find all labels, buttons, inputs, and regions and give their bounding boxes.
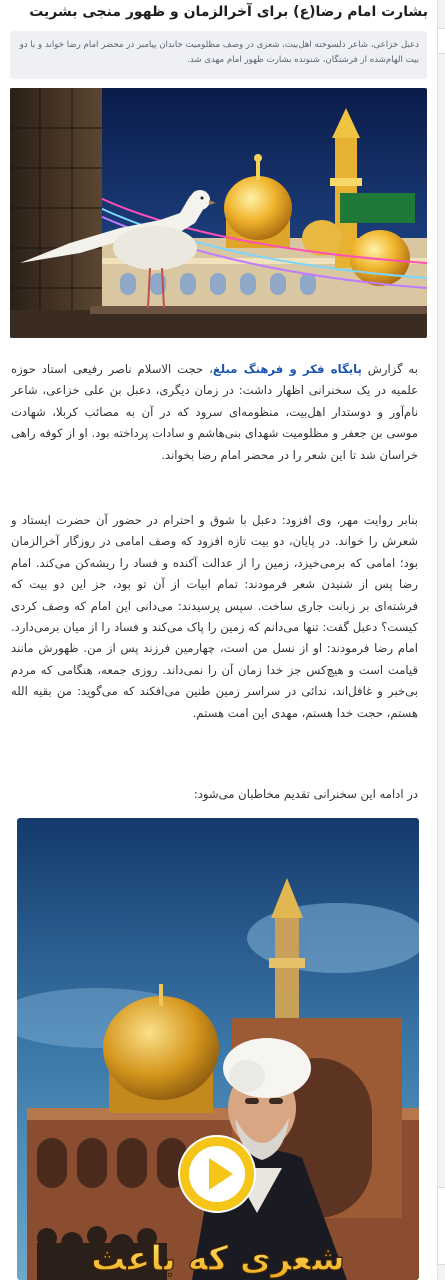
play-button[interactable] [179, 1136, 255, 1212]
paragraph-prefix: به گزارش [361, 362, 418, 376]
article-title: بشارت امام رضا(ع) برای آخرالزمان و ظهور منجی بشریت [29, 4, 428, 20]
article-paragraph: بنابر روایت مهر، وی افزود: دعبل با شوق و احترام در حضور آن حضرت ایستاد و شعرش را خواند. در پایان، دو بیت تازه افزود که وصف امامی در روزگار آخرالزمان بود؛ امامی که برمی‌خیزد، زمین را از عدالت آکنده و فساد را ریشه‌کن می‌کند. امام رضا پس از شنیدن شعر فرمودند: تمام ابیات از آن تو بود، جز این دو بیت که فرشته‌ای بر زبانت جاری ساخت. سپس پرسیدند: می‌دانی این امام که وصف کردی کیست؟ دعبل گفت: تنها می‌دانم که زمین را پاک می‌کند و فساد را از میان برمی‌دارد. امام رضا فرمودند: او از نسل من است، چهارمین فرزند پس از من. ظهورش مانند قیامت است و هیچ‌کس جز خدا زمان آن را نمی‌داند. روزی جمعه، هنگامی که مردم بی‌خبر و غافل‌اند، ندائی در سراسر زمین طنین می‌افکند که می‌گوید: من بقیه الله هستم، حجت خدا هستم، مهدی این امت هستم. [11, 513, 418, 720]
video-player[interactable] [17, 818, 419, 1280]
side-panel-box [437, 28, 445, 54]
side-panel-box [437, 1187, 445, 1265]
side-panel [437, 0, 445, 1280]
article-paragraph [11, 359, 418, 466]
paragraph-text: ، حجت الاسلام ناصر رفیعی استاد حوزه علمیه در یک سخنرانی اظهار داشت: در زمان دیگری، دعبل بن علی خزاعی، شاعر نام‌آور و دوستدار اهل‌بیت، منظومه‌ای سرود که در آن به مصائب کربلا، شهادت موسی بن جعفر و مظلومیت شهدای بنی‌هاشم و سادات پرداخته بود. او از کوفه راهی خراسان شد تا این شعر را در محضر امام رضا بخواند. [11, 362, 418, 462]
article-lead: دعبل خزاعی، شاعر دلسوخته اهل‌بیت، شعری در وصف مظلومیت خاندان پیامبر در محضر امام رضا خواند و با دو بیت الهام‌شده از فرشتگان، شنونده بشارت ظهور امام مهدی شد. [10, 31, 427, 79]
hero-image [10, 88, 427, 338]
article-paragraph: در ادامه این سخنرانی تقدیم مخاطبان می‌شود: [193, 787, 418, 801]
video-caption: شعری که باعث [91, 1239, 345, 1279]
source-link[interactable]: پایگاه فکر و فرهنگ مبلغ [212, 362, 362, 376]
